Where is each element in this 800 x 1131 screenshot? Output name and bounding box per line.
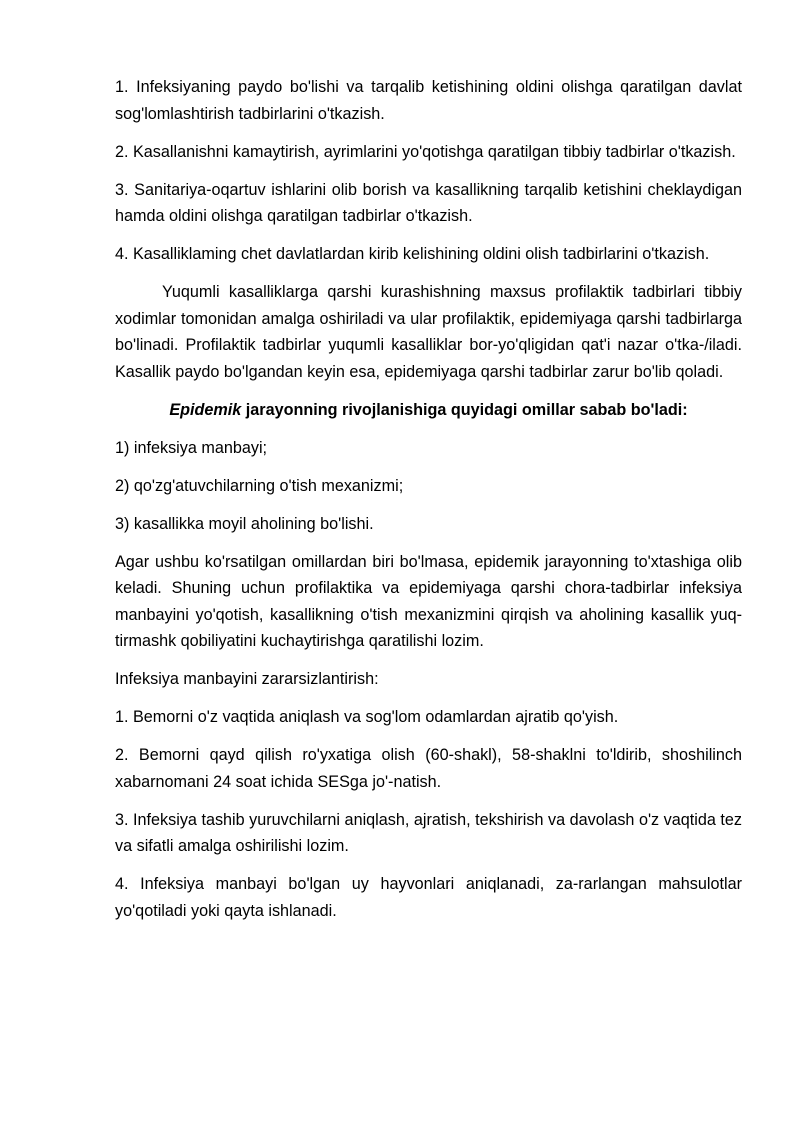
intro-paragraph: Yuqumli kasalliklarga qarshi kurashishning maxsus profilaktik tadbirlari tibbiy xodimlar tomonidan amalga oshiriladi va ular profilaktik, epidemiyaga qarshi tadbirlarga bo'linadi. Profilaktik tadbirlar yuqumli kasalliklar bor-yo'qligidan qat'i nazar o'tka-/iladi. Kasallik paydo bo'lgandan keyin esa, epidemiyaga qarshi tadbirlar zarur bo'lib qoladi.: [115, 283, 742, 381]
measure-item-2: 2. Kasallanishni kamaytirish, ayrimlarini yo'qotishga qaratilgan tibbiy tadbirlar o'tkazish.: [115, 142, 736, 161]
factor-item-1: 1) infeksiya manbayi;: [115, 438, 268, 457]
measure-item-1: 1. Infeksiyaning paydo bo'lishi va tarqalib ketishining oldini olishga qaratilgan davlat sog'lomlashtirish tadbirlarini o'tkazish.: [115, 78, 742, 123]
source-step-2: 2. Bemorni qayd qilish ro'yxatiga olish (60-shakl), 58-shaklni to'ldirib, shoshilinch xabarnomani 24 soat ichida SESga jo'-natish.: [115, 746, 742, 791]
source-step-4: 4. Infeksiya manbayi bo'lgan uy hayvonlari aniqlanadi, za-rarlangan mahsulotlar yo'qotiladi yoki qayta ishlanadi.: [115, 875, 742, 920]
source-step-3: 3. Infeksiya tashib yuruvchilarni aniqlash, ajratish, tekshirish va davolash o'z vaqtida tez va sifatli amalga oshirilishi lozim.: [115, 810, 742, 855]
measure-item-4: 4. Kasalliklaming chet davlatlardan kirib kelishining oldini olish tadbirlarini o'tkazish.: [115, 245, 710, 263]
source-step-1: 1. Bemorni o'z vaqtida aniqlash va sog'lom odamlardan ajratib qo'yish.: [115, 708, 619, 726]
factor-item-3: 3) kasallikka moyil aholining bo'lishi.: [115, 514, 374, 533]
heading-rest: jarayonning rivojlanishiga quyidagi omillar sabab bo'ladi:: [241, 400, 688, 419]
document-page: [115, 74, 742, 936]
factor-item-2: 2) qo'zg'atuvchilarning o'tish mexanizmi;: [115, 476, 404, 495]
measure-item-3: 3. Sanitariya-oqartuv ishlarini olib borish va kasallikning tarqalib ketishini cheklaydigan hamda oldini olishga qaratilgan tadbirlar o'tkazish.: [115, 180, 742, 225]
subheading: Infeksiya manbayini zararsizlantirish:: [115, 670, 379, 688]
section-heading: [115, 397, 742, 424]
conclusion-paragraph: Agar ushbu ko'rsatilgan omillardan biri bo'lmasa, epidemik jarayonning to'xtashiga olib keladi. Shuning uchun profilaktika va epidemiyaga qarshi chora-tadbirlar infeksiya manbayini yo'qotish, kasallikning o'tish mexanizmini qirqish va aholining kasallik yuq-tirmashk qobiliyatini kuchaytirishga qaratilishi lozim.: [115, 552, 742, 650]
heading-italic: Epidemik: [169, 400, 242, 419]
